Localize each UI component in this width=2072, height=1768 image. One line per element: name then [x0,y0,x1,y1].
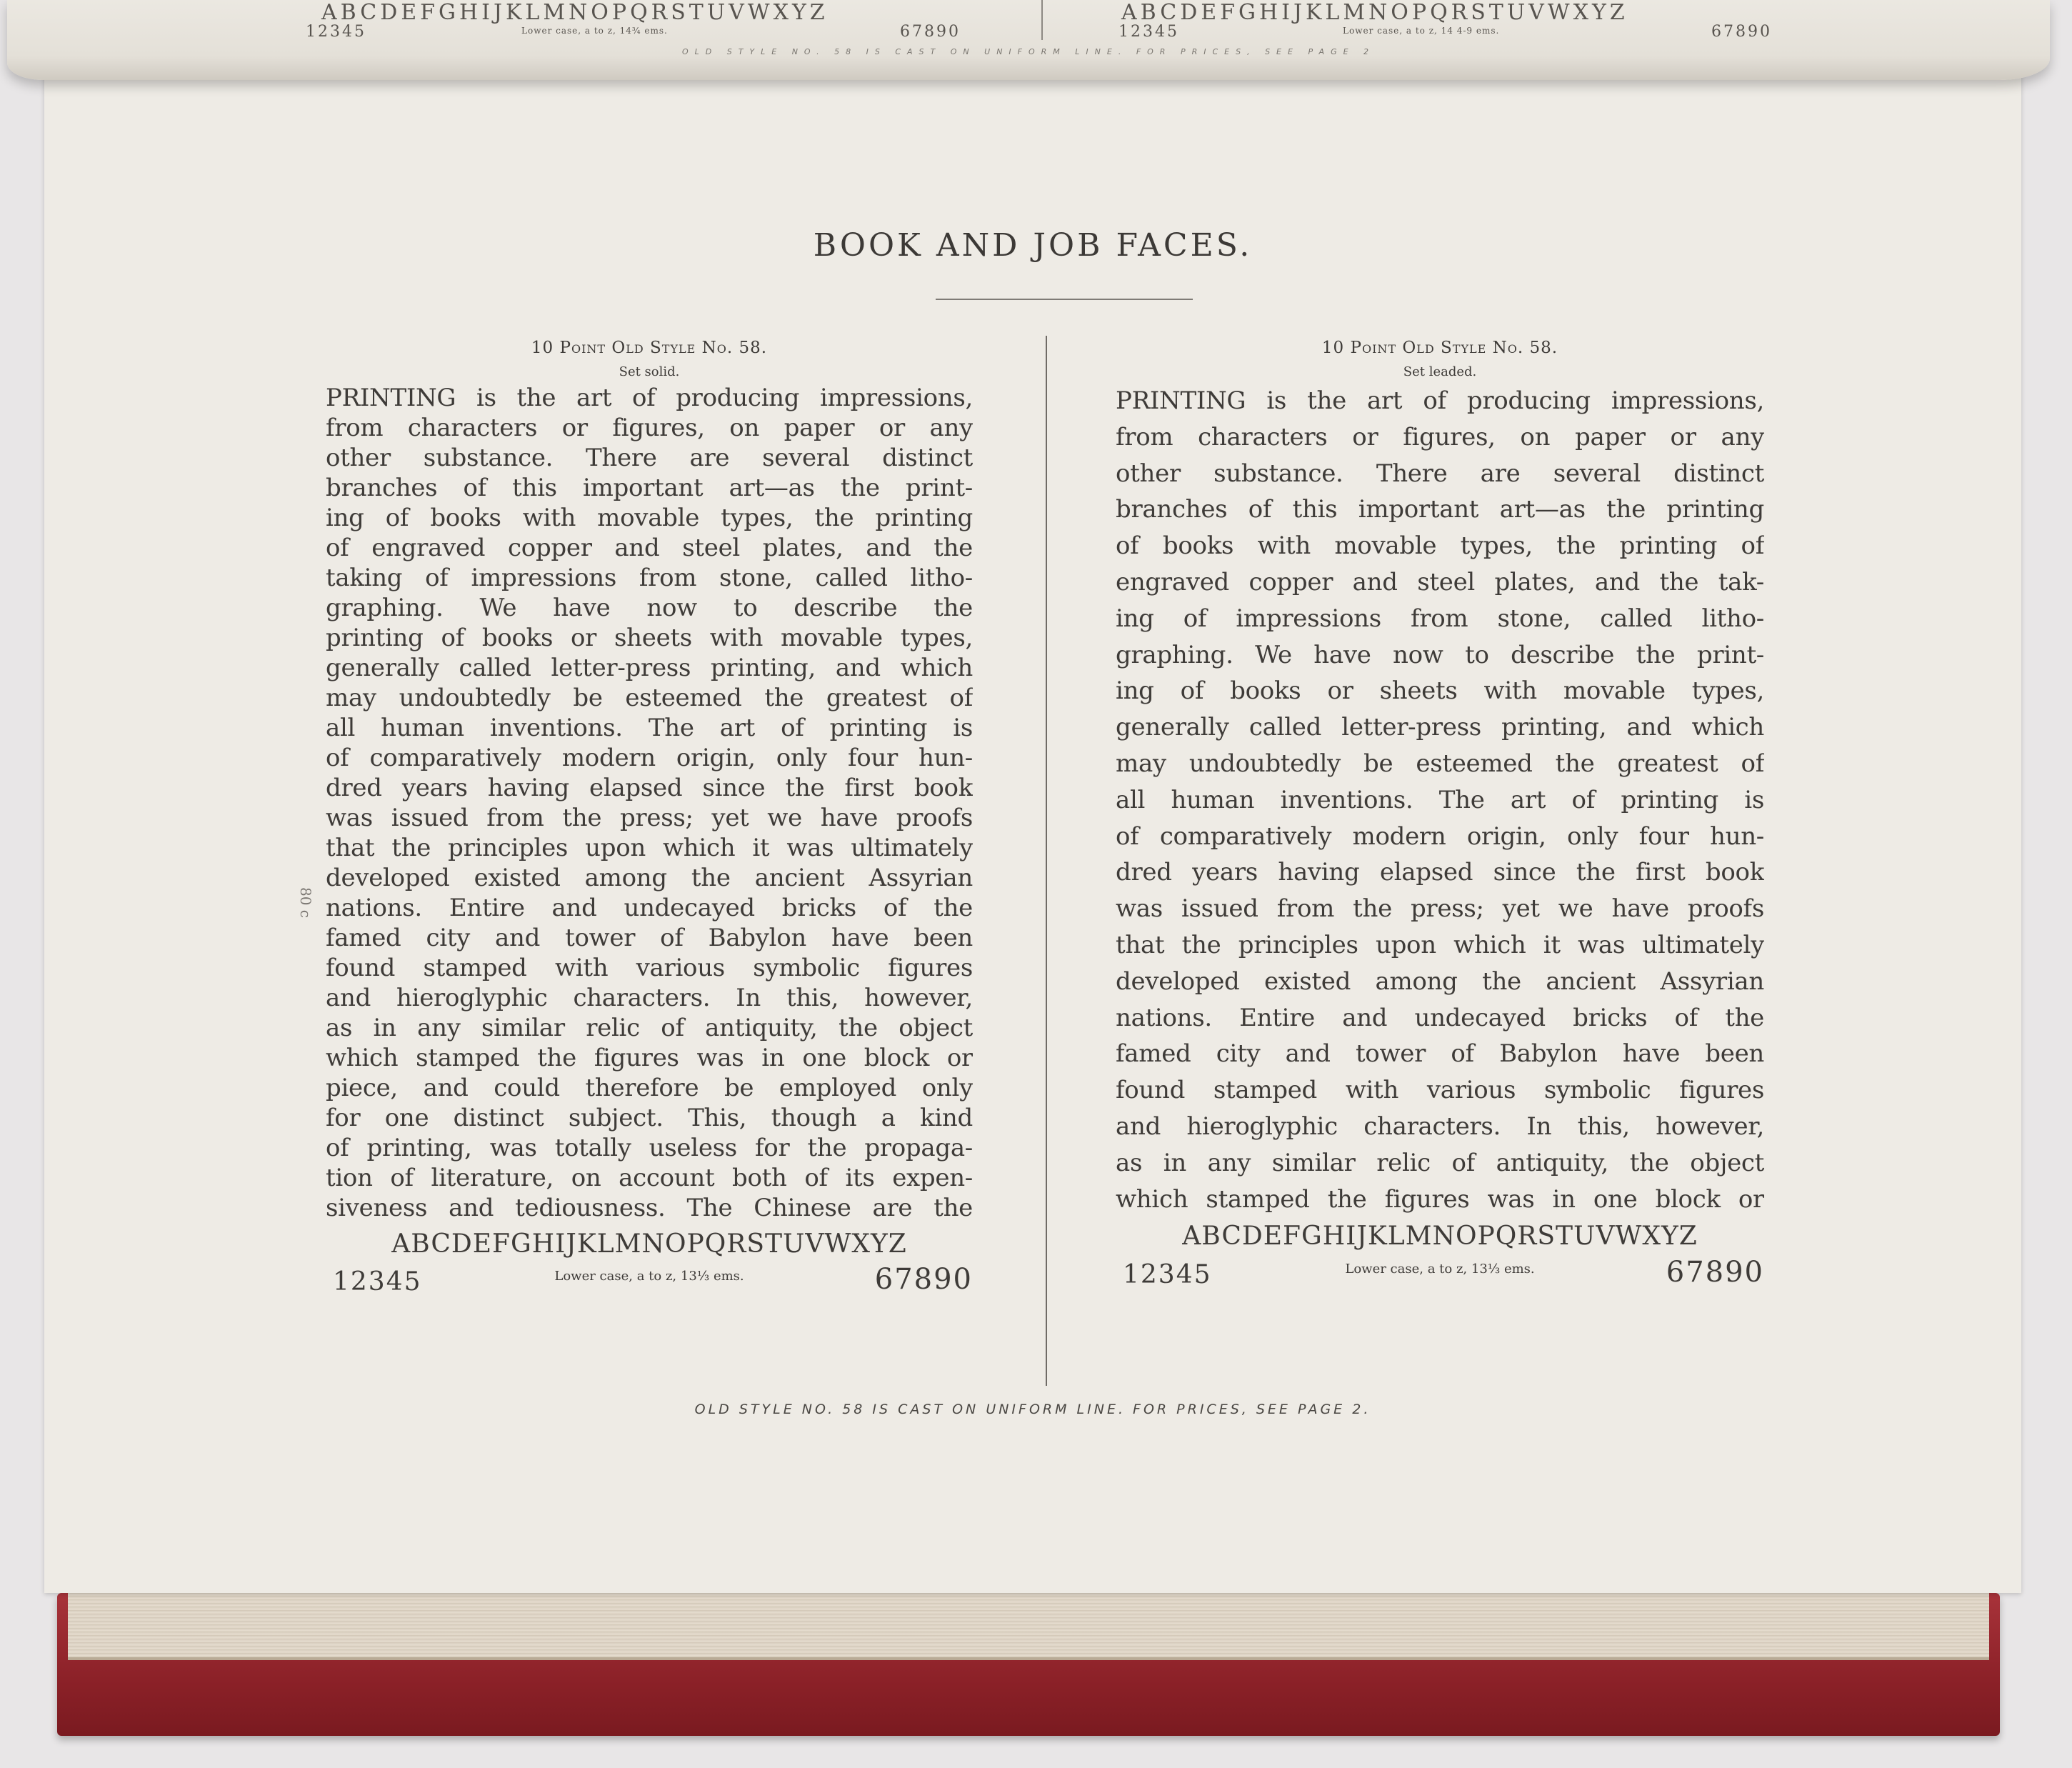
text-line: for one distinct subject. This, though a kind [326,1104,973,1132]
side-mark: 80 c [297,887,314,919]
left-specimen-column [326,334,973,1297]
text-line: all human inventions. The art of printing is [326,714,973,742]
right-figures-end: 67890 [1666,1256,1764,1289]
right-lower-case-note: Lower case, a to z, 13⅓ ems. [1345,1262,1535,1277]
right-specimen-text [1116,383,1764,1217]
text-line: tion of literature, on account both of its expen- [326,1164,973,1192]
text-line: branches of this important art—as the printing [1116,495,1764,524]
text-line: as in any similar relic of antiquity, the object [326,1014,973,1042]
right-specimen-heading: 10 Point Old Style No. 58. [1321,339,1558,357]
text-line: ing of books or sheets with movable types, [1116,676,1764,706]
text-line: developed existed among the ancient Assyrian [1116,967,1764,996]
right-alphabet: ABCDEFGHIJKLMNOPQRSTUVWXYZ [1182,1222,1698,1252]
text-line: from characters or figures, on paper or any [1116,422,1764,451]
right-figures-row [1116,1256,1764,1290]
curl-column-divider [1041,0,1043,40]
text-line: dred years having elapsed since the first book [326,774,973,802]
curl-left-alphabet: ABCDEFGHIJKLMNOPQRSTUVWXYZ [321,0,829,25]
curl-right-figures-start: 12345 [1118,23,1179,41]
text-line: found stamped with various symbolic figures [1116,1076,1764,1105]
curl-right-figures-end: 67890 [1711,23,1772,41]
text-line: that the principles upon which it was ultimately [326,834,973,862]
curl-right-lower-case-note: Lower case, a to z, 14 4-9 ems. [1343,26,1500,36]
left-specimen-text [326,383,973,1223]
text-line: piece, and could therefore be employed only [326,1074,973,1102]
text-line: famed city and tower of Babylon have been [1116,1039,1764,1069]
text-line: generally called letter-press printing, and which [326,654,973,682]
text-line: PRINTING is the art of producing impressions, [326,384,973,412]
curl-left-figures-start: 12345 [306,23,366,41]
text-line: all human inventions. The art of printing is [1116,785,1764,814]
text-line: of engraved copper and steel plates, and the [326,534,973,562]
footer-note: OLD STYLE NO. 58 IS CAST ON UNIFORM LINE. FOR PRICES, SEE PAGE 2. [694,1402,1371,1417]
text-line: other substance. There are several distinct [326,444,973,472]
page-title: BOOK AND JOB FACES. [813,227,1253,264]
text-line: as in any similar relic of antiquity, the object [1116,1148,1764,1177]
right-specimen-subhead: Set leaded. [1403,364,1477,379]
text-line: PRINTING is the art of producing impressions, [1116,386,1764,415]
text-line: which stamped the figures was in one block or [326,1044,973,1072]
text-line: which stamped the figures was in one block or [1116,1184,1764,1214]
text-line: of comparatively modern origin, only four hun- [1116,821,1764,851]
column-divider [1046,336,1047,1386]
curl-right-alphabet: ABCDEFGHIJKLMNOPQRSTUVWXYZ [1121,0,1628,25]
left-specimen-heading: 10 Point Old Style No. 58. [531,339,768,357]
text-line: generally called letter-press printing, and which [1116,713,1764,742]
text-line: and hieroglyphic characters. In this, however, [1116,1112,1764,1141]
left-alphabet: ABCDEFGHIJKLMNOPQRSTUVWXYZ [391,1229,907,1259]
text-line: of comparatively modern origin, only four hun- [326,744,973,772]
text-line: nations. Entire and undecayed bricks of the [1116,1003,1764,1032]
text-line: from characters or figures, on paper or any [326,414,973,442]
text-line: graphing. We have now to describe the [326,594,973,622]
text-line: of books with movable types, the printing of [1116,531,1764,561]
text-line: was issued from the press; yet we have proofs [1116,894,1764,924]
text-line: was issued from the press; yet we have proofs [326,804,973,832]
curled-previous-page [7,0,2050,80]
text-line: ing of impressions from stone, called litho- [1116,604,1764,633]
text-line: printing of books or sheets with movable types, [326,624,973,652]
text-line: engraved copper and steel plates, and the tak- [1116,567,1764,596]
text-line: developed existed among the ancient Assyrian [326,864,973,892]
curl-footer-note: OLD STYLE NO. 58 IS CAST ON UNIFORM LINE. FOR PRICES, SEE PAGE 2 [681,47,1376,56]
text-line: nations. Entire and undecayed bricks of the [326,894,973,922]
left-figures-start: 12345 [333,1267,422,1297]
text-line: famed city and tower of Babylon have been [326,924,973,952]
text-line: siveness and tediousness. The Chinese are the [326,1194,973,1222]
right-specimen-column [1116,334,1764,1290]
title-rule [936,299,1193,300]
text-line: and hieroglyphic characters. In this, however, [326,984,973,1012]
text-line: found stamped with various symbolic figures [326,954,973,982]
text-line: of printing, was totally useless for the propaga- [326,1134,973,1162]
specimen-page [44,71,2021,1593]
left-figures-row [326,1263,973,1297]
curl-left-lower-case-note: Lower case, a to z, 14¾ ems. [521,26,668,36]
text-line: may undoubtedly be esteemed the greatest of [326,684,973,712]
text-line: dred years having elapsed since the first book [1116,858,1764,887]
curl-left-figures-end: 67890 [900,23,961,41]
left-specimen-subhead: Set solid. [619,364,680,379]
text-line: other substance. There are several distinct [1116,459,1764,488]
text-line: ing of books with movable types, the printing [326,504,973,532]
text-line: taking of impressions from stone, called litho- [326,564,973,592]
text-line: that the principles upon which it was ultimately [1116,930,1764,959]
right-figures-start: 12345 [1123,1260,1212,1290]
text-line: graphing. We have now to describe the print- [1116,640,1764,669]
text-line: branches of this important art—as the print- [326,474,973,502]
text-line: may undoubtedly be esteemed the greatest of [1116,749,1764,778]
left-lower-case-note: Lower case, a to z, 13⅓ ems. [554,1269,744,1284]
left-figures-end: 67890 [874,1263,973,1296]
